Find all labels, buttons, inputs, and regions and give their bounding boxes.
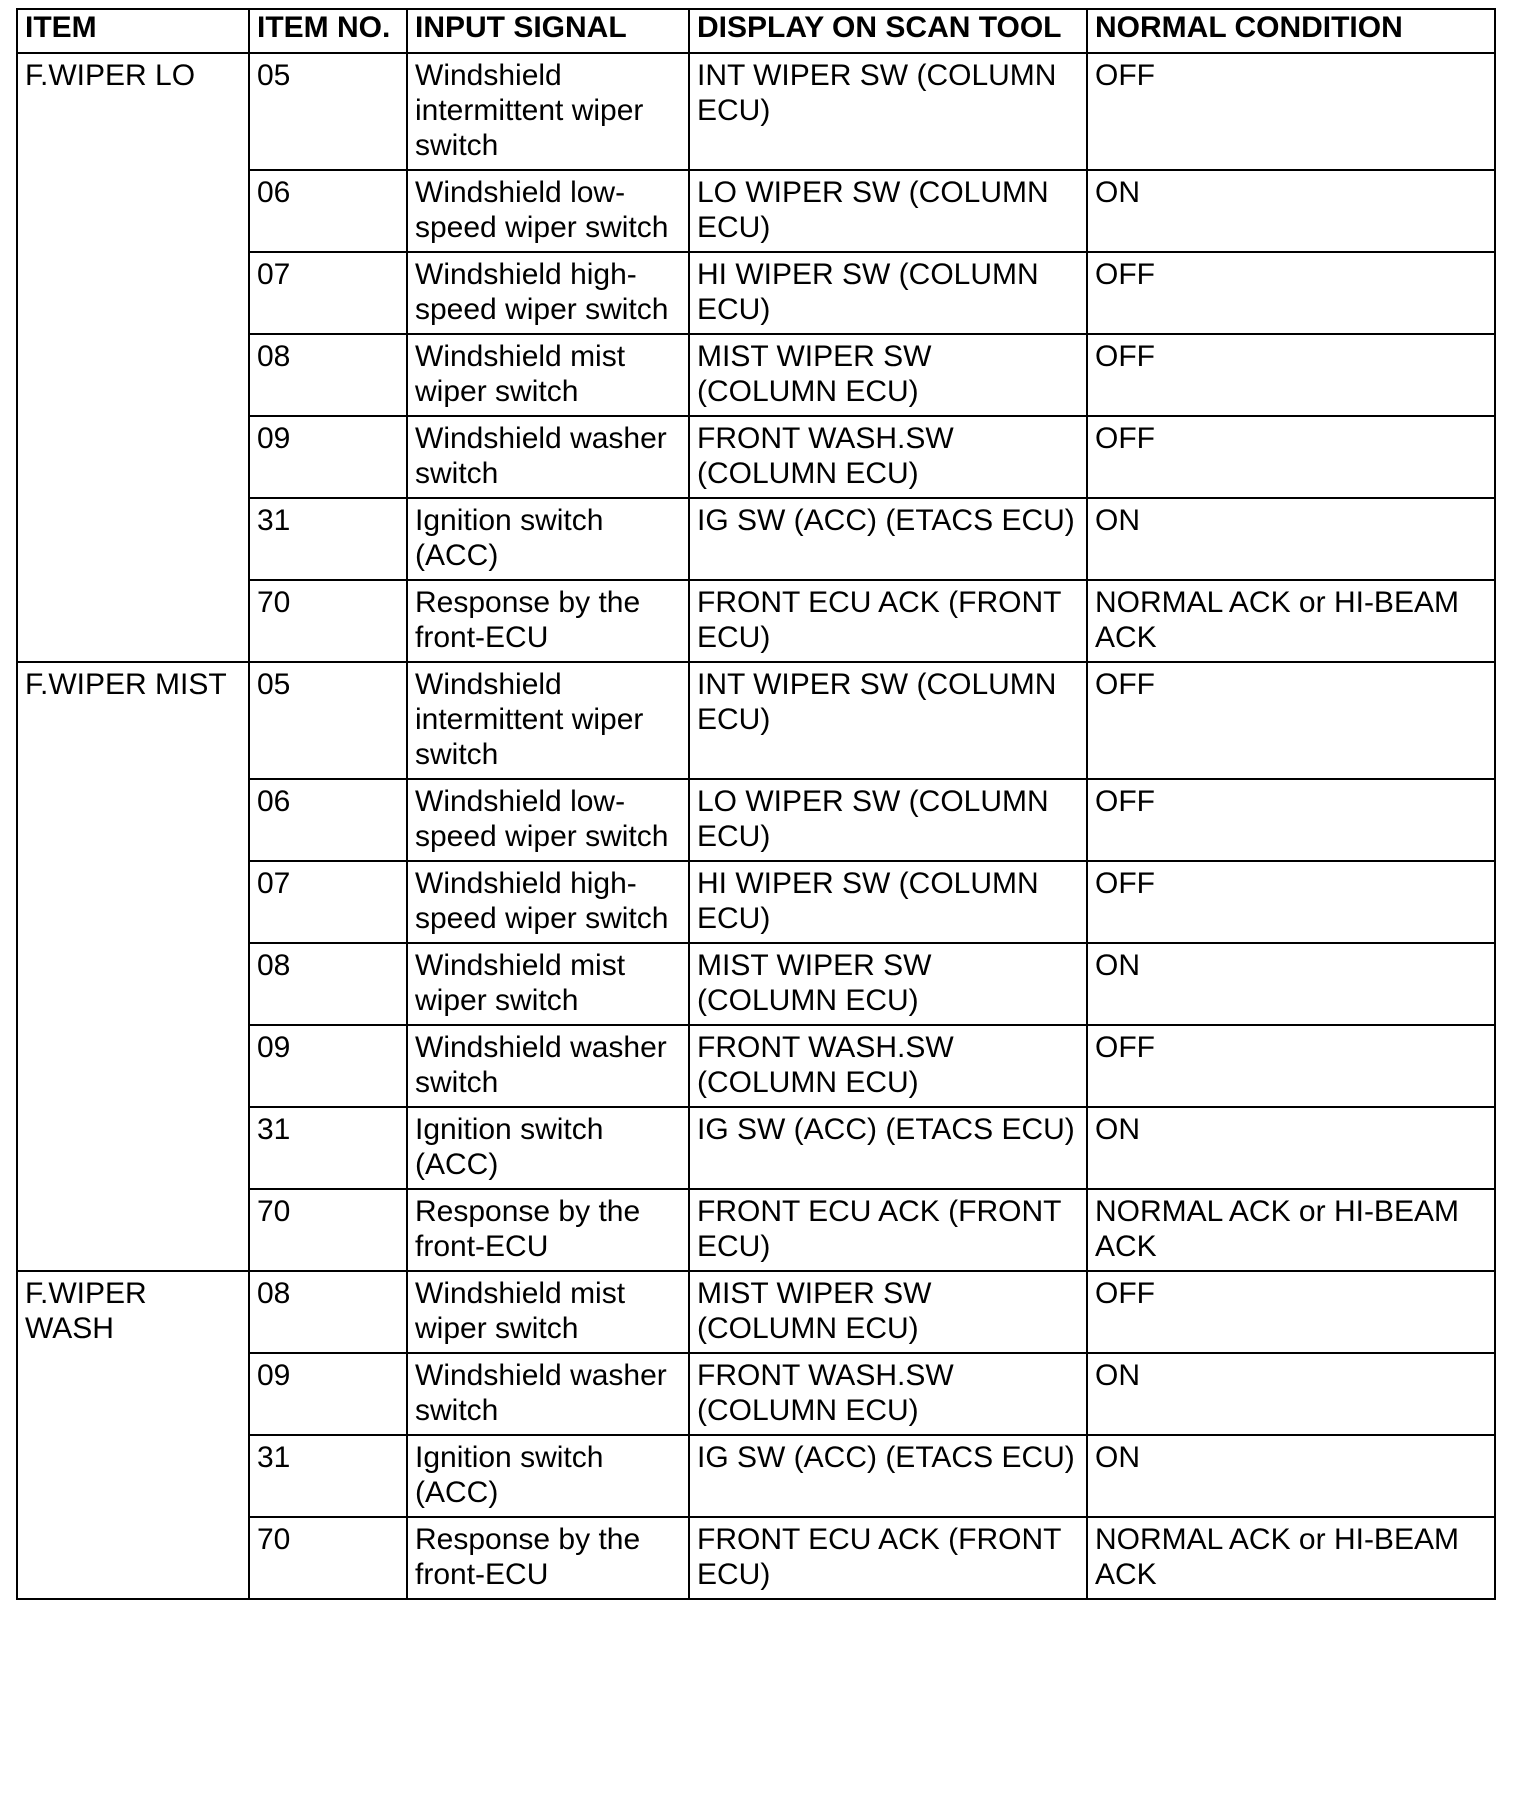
- display-cell: MIST WIPER SW (COLUMN ECU): [689, 1271, 1087, 1353]
- display-cell: FRONT ECU ACK (FRONT ECU): [689, 580, 1087, 662]
- display-cell: LO WIPER SW (COLUMN ECU): [689, 170, 1087, 252]
- input-signal-cell: Windshield high-speed wiper switch: [407, 861, 689, 943]
- header-input-signal: INPUT SIGNAL: [407, 9, 689, 53]
- normal-condition-cell: NORMAL ACK or HI-BEAM ACK: [1087, 580, 1495, 662]
- display-cell: INT WIPER SW (COLUMN ECU): [689, 53, 1087, 170]
- input-signal-cell: Windshield washer switch: [407, 1353, 689, 1435]
- display-cell: FRONT WASH.SW (COLUMN ECU): [689, 416, 1087, 498]
- normal-condition-cell: OFF: [1087, 662, 1495, 779]
- display-cell: IG SW (ACC) (ETACS ECU): [689, 1435, 1087, 1517]
- input-signal-cell: Response by the front-ECU: [407, 1517, 689, 1599]
- input-signal-cell: Response by the front-ECU: [407, 1189, 689, 1271]
- normal-condition-cell: ON: [1087, 498, 1495, 580]
- input-signal-cell: Windshield intermittent wiper switch: [407, 662, 689, 779]
- item-group-cell: F.WIPER WASH: [17, 1271, 249, 1599]
- item-no-cell: 08: [249, 1271, 407, 1353]
- item-no-cell: 70: [249, 580, 407, 662]
- input-signal-cell: Windshield intermittent wiper switch: [407, 53, 689, 170]
- item-no-cell: 05: [249, 53, 407, 170]
- table-row: [17, 1271, 1495, 1353]
- item-group-cell: F.WIPER LO: [17, 53, 249, 662]
- item-no-cell: 07: [249, 861, 407, 943]
- item-no-cell: 31: [249, 1107, 407, 1189]
- normal-condition-cell: ON: [1087, 1353, 1495, 1435]
- display-cell: MIST WIPER SW (COLUMN ECU): [689, 943, 1087, 1025]
- display-cell: FRONT ECU ACK (FRONT ECU): [689, 1189, 1087, 1271]
- normal-condition-cell: ON: [1087, 1435, 1495, 1517]
- item-no-cell: 70: [249, 1517, 407, 1599]
- input-signal-cell: Ignition switch (ACC): [407, 1435, 689, 1517]
- input-signal-cell: Windshield mist wiper switch: [407, 943, 689, 1025]
- normal-condition-cell: OFF: [1087, 1271, 1495, 1353]
- table-body: [17, 53, 1495, 1599]
- table-row: [17, 53, 1495, 170]
- input-signal-cell: Windshield washer switch: [407, 416, 689, 498]
- item-no-cell: 06: [249, 779, 407, 861]
- header-row: [17, 9, 1495, 53]
- normal-condition-cell: OFF: [1087, 252, 1495, 334]
- header-item: ITEM: [17, 9, 249, 53]
- input-signal-cell: Windshield mist wiper switch: [407, 1271, 689, 1353]
- item-no-cell: 70: [249, 1189, 407, 1271]
- item-no-cell: 06: [249, 170, 407, 252]
- display-cell: HI WIPER SW (COLUMN ECU): [689, 861, 1087, 943]
- item-no-cell: 07: [249, 252, 407, 334]
- item-no-cell: 31: [249, 498, 407, 580]
- item-no-cell: 31: [249, 1435, 407, 1517]
- input-signal-cell: Windshield low-speed wiper switch: [407, 779, 689, 861]
- table-row: [17, 662, 1495, 779]
- display-cell: HI WIPER SW (COLUMN ECU): [689, 252, 1087, 334]
- display-cell: LO WIPER SW (COLUMN ECU): [689, 779, 1087, 861]
- normal-condition-cell: OFF: [1087, 861, 1495, 943]
- item-no-cell: 08: [249, 943, 407, 1025]
- item-no-cell: 09: [249, 1025, 407, 1107]
- input-signal-cell: Ignition switch (ACC): [407, 498, 689, 580]
- normal-condition-cell: ON: [1087, 170, 1495, 252]
- header-normal-condition: NORMAL CONDITION: [1087, 9, 1495, 53]
- input-signal-cell: Windshield low-speed wiper switch: [407, 170, 689, 252]
- display-cell: MIST WIPER SW (COLUMN ECU): [689, 334, 1087, 416]
- display-cell: IG SW (ACC) (ETACS ECU): [689, 1107, 1087, 1189]
- display-cell: INT WIPER SW (COLUMN ECU): [689, 662, 1087, 779]
- scan-tool-data-table: [16, 8, 1496, 1600]
- item-no-cell: 08: [249, 334, 407, 416]
- item-no-cell: 05: [249, 662, 407, 779]
- item-no-cell: 09: [249, 416, 407, 498]
- normal-condition-cell: ON: [1087, 943, 1495, 1025]
- normal-condition-cell: OFF: [1087, 416, 1495, 498]
- normal-condition-cell: ON: [1087, 1107, 1495, 1189]
- header-display-on-scan-tool: DISPLAY ON SCAN TOOL: [689, 9, 1087, 53]
- normal-condition-cell: NORMAL ACK or HI-BEAM ACK: [1087, 1517, 1495, 1599]
- item-group-cell: F.WIPER MIST: [17, 662, 249, 1271]
- input-signal-cell: Windshield high-speed wiper switch: [407, 252, 689, 334]
- normal-condition-cell: NORMAL ACK or HI-BEAM ACK: [1087, 1189, 1495, 1271]
- normal-condition-cell: OFF: [1087, 1025, 1495, 1107]
- normal-condition-cell: OFF: [1087, 779, 1495, 861]
- header-item-no: ITEM NO.: [249, 9, 407, 53]
- display-cell: FRONT ECU ACK (FRONT ECU): [689, 1517, 1087, 1599]
- display-cell: FRONT WASH.SW (COLUMN ECU): [689, 1025, 1087, 1107]
- input-signal-cell: Response by the front-ECU: [407, 580, 689, 662]
- normal-condition-cell: OFF: [1087, 53, 1495, 170]
- display-cell: IG SW (ACC) (ETACS ECU): [689, 498, 1087, 580]
- display-cell: FRONT WASH.SW (COLUMN ECU): [689, 1353, 1087, 1435]
- input-signal-cell: Windshield mist wiper switch: [407, 334, 689, 416]
- item-no-cell: 09: [249, 1353, 407, 1435]
- input-signal-cell: Windshield washer switch: [407, 1025, 689, 1107]
- normal-condition-cell: OFF: [1087, 334, 1495, 416]
- input-signal-cell: Ignition switch (ACC): [407, 1107, 689, 1189]
